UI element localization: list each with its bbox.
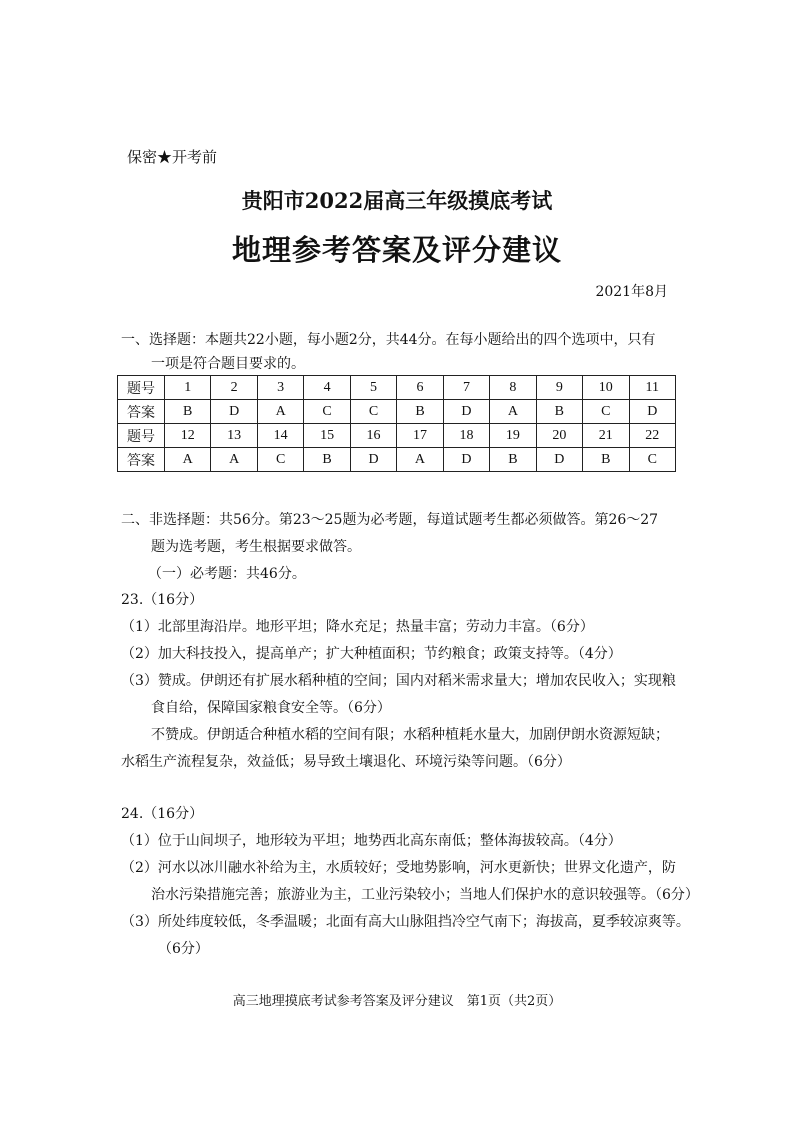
answer-table-cell: 1 — [165, 376, 211, 400]
section2-subheading: （一）必考题：共46分。 — [148, 566, 306, 582]
q24-answer-1: （1）位于山间坝子，地形较为平坦；地势西北高东南低；整体海拔较高。（4分） — [121, 833, 622, 849]
answer-table-cell: C — [629, 448, 675, 472]
answer-table-cell: D — [443, 448, 489, 472]
answer-table-cell: 5 — [350, 376, 396, 400]
answer-table-row-label: 答案 — [118, 400, 165, 424]
page-footer: 高三地理摸底考试参考答案及评分建议 第1页（共2页） — [232, 994, 562, 1009]
answer-table-cell: D — [443, 400, 489, 424]
answer-table-cell: B — [304, 448, 350, 472]
answer-table-cell: 12 — [165, 424, 211, 448]
answer-table-row — [118, 448, 676, 472]
answer-table-cell: 9 — [536, 376, 582, 400]
answer-table-cell: 20 — [536, 424, 582, 448]
answer-table-cell: 3 — [257, 376, 303, 400]
q23-answer-3-line1: （3）赞成。伊朗还有扩展水稻种植的空间；国内对稻米需求量大；增加农民收入；实现粮 — [121, 673, 676, 689]
answer-table-row — [118, 424, 676, 448]
answer-table-cell: 4 — [304, 376, 350, 400]
answer-table-cell: D — [350, 448, 396, 472]
answer-table-cell: A — [397, 448, 443, 472]
answer-table-cell: B — [583, 448, 629, 472]
q23-answer-3-line2: 食自给，保障国家粮食安全等。（6分） — [151, 700, 391, 716]
q23-answer-2: （2）加大科技投入，提高单产；扩大种植面积；节约粮食；政策支持等。（4分） — [121, 646, 622, 662]
answer-table-row — [118, 376, 676, 400]
q23-answer-3-line4: 水稻生产流程复杂，效益低；易导致土壤退化、环境污染等问题。（6分） — [121, 754, 571, 770]
exam-title: 贵阳市2022届高三年级摸底考试 — [241, 188, 553, 213]
answer-table — [117, 375, 676, 472]
answer-table-cell: 10 — [583, 376, 629, 400]
answer-table-cell: 21 — [583, 424, 629, 448]
document-date: 2021年8月 — [595, 284, 668, 300]
answer-table-cell: D — [536, 448, 582, 472]
answer-table-cell: B — [397, 400, 443, 424]
answer-table-cell: D — [629, 400, 675, 424]
answer-table-cell: C — [257, 448, 303, 472]
q24-answer-2-line1: （2）河水以冰川融水补给为主，水质较好；受地势影响，河水更新快；世界文化遗产，防 — [121, 860, 676, 876]
answer-table-cell: A — [211, 448, 257, 472]
answer-table-row-label: 答案 — [118, 448, 165, 472]
answer-table-cell: 16 — [350, 424, 396, 448]
section2-instruction-line1: 二、非选择题：共56分。第23～25题为必考题，每道试题考生都必须做答。第26～27 — [121, 512, 659, 528]
answer-table-cell: C — [583, 400, 629, 424]
answer-table-row-label: 题号 — [118, 424, 165, 448]
answer-table-cell: 2 — [211, 376, 257, 400]
answer-table-cell: B — [490, 448, 536, 472]
q23-answer-1: （1）北部里海沿岸。地形平坦；降水充足；热量丰富；劳动力丰富。（6分） — [121, 619, 594, 635]
answer-table-row-label: 题号 — [118, 376, 165, 400]
answer-table-cell: 11 — [629, 376, 675, 400]
q23-title: 23.（16分） — [121, 592, 204, 608]
answer-table-cell: 15 — [304, 424, 350, 448]
answer-table-cell: 8 — [490, 376, 536, 400]
document-title: 地理参考答案及评分建议 — [231, 233, 562, 267]
q23-answer-3-line3: 不赞成。伊朗适合种植水稻的空间有限；水稻种植耗水量大，加剧伊朗水资源短缺； — [151, 727, 669, 743]
answer-table-cell: C — [350, 400, 396, 424]
section2-instruction-line2: 题为选考题，考生根据要求做答。 — [151, 539, 361, 555]
answer-table-cell: 14 — [257, 424, 303, 448]
answer-table-cell: 18 — [443, 424, 489, 448]
answer-table-cell: B — [536, 400, 582, 424]
answer-table-cell: A — [490, 400, 536, 424]
q24-answer-2-line2: 治水污染措施完善；旅游业为主，工业污染较小；当地人们保护水的意识较强等。（6分） — [151, 887, 699, 903]
answer-table-cell: B — [165, 400, 211, 424]
answer-table-cell: C — [304, 400, 350, 424]
answer-table-cell: 17 — [397, 424, 443, 448]
q24-answer-3-line2: （6分） — [158, 941, 209, 957]
q24-title: 24.（16分） — [121, 806, 204, 822]
answer-table-cell: A — [165, 448, 211, 472]
answer-table-cell: 7 — [443, 376, 489, 400]
answer-table-cell: 13 — [211, 424, 257, 448]
answer-table-cell: D — [211, 400, 257, 424]
answer-table-cell: 6 — [397, 376, 443, 400]
answer-table-cell: A — [257, 400, 303, 424]
answer-table-cell: 22 — [629, 424, 675, 448]
section1-instruction-line2: 一项是符合题目要求的。 — [151, 356, 305, 372]
confidential-label: 保密★开考前 — [127, 148, 218, 166]
section1-instruction-line1: 一、选择题：本题共22小题，每小题2分，共44分。在每小题给出的四个选项中，只有 — [121, 332, 656, 348]
answer-table-cell: 19 — [490, 424, 536, 448]
q24-answer-3-line1: （3）所处纬度较低，冬季温暖；北面有高大山脉阻挡冷空气南下；海拔高，夏季较凉爽等。 — [121, 914, 690, 930]
answer-table-row — [118, 400, 676, 424]
